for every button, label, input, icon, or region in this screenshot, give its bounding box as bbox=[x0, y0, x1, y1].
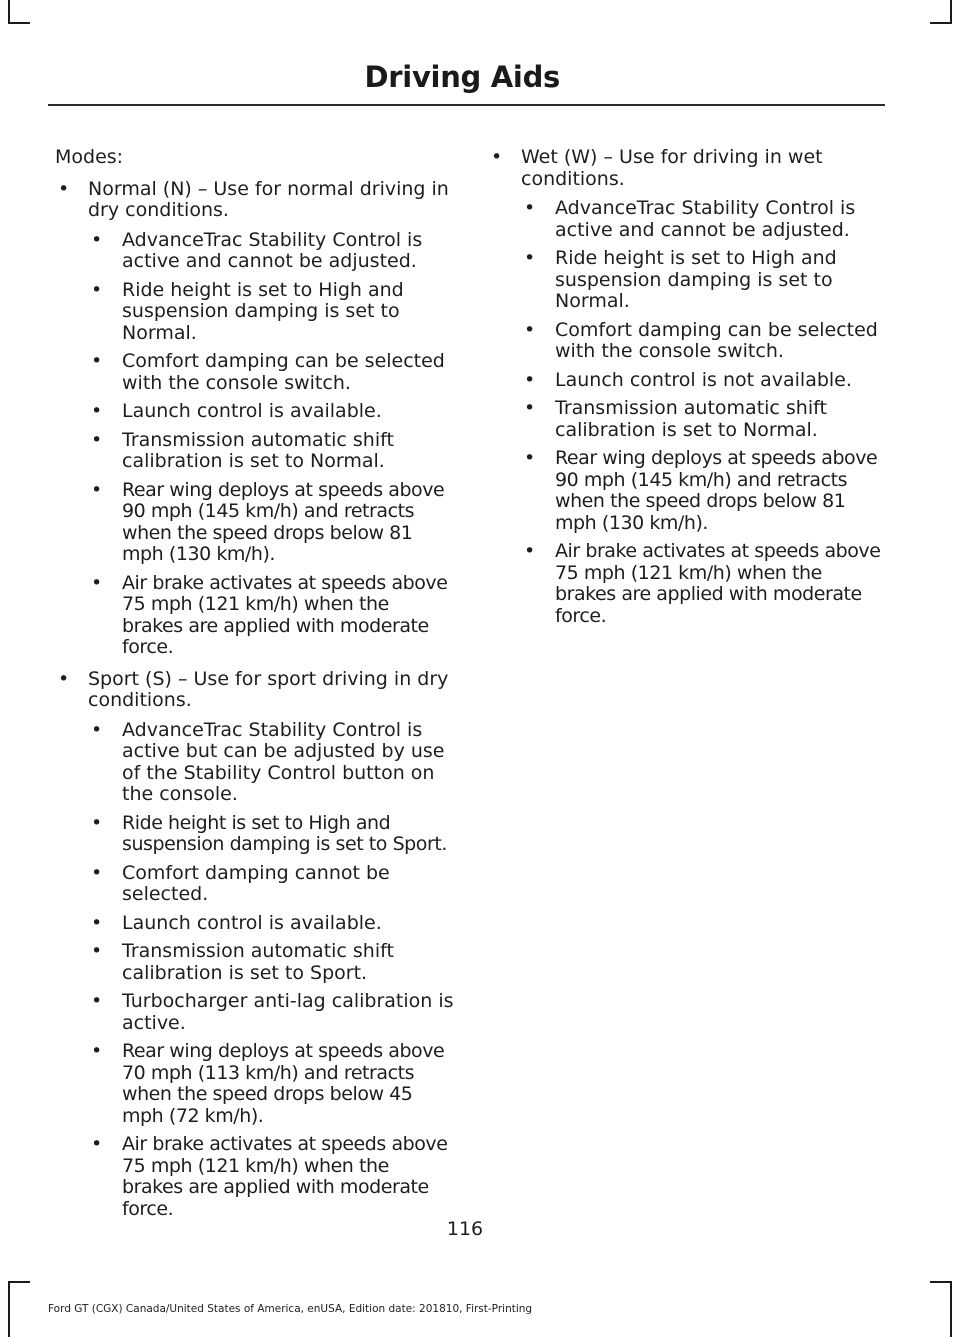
list-item bbox=[55, 480, 455, 566]
list-item bbox=[55, 401, 455, 423]
list-item-text: Rear wing deploys at speeds above 70 mph (113 km/h) and retracts when the speed drops below 45 mph (72 km/h). bbox=[122, 1040, 445, 1127]
bullet-icon: • bbox=[91, 478, 102, 501]
left-column bbox=[55, 147, 455, 1230]
list-item bbox=[488, 248, 884, 313]
bullet-icon: • bbox=[491, 146, 503, 168]
list-item bbox=[55, 280, 455, 345]
bullet-icon: • bbox=[91, 228, 103, 251]
list-item-text: Comfort damping can be selected with the console switch. bbox=[122, 350, 445, 394]
bullet-icon: • bbox=[91, 1040, 102, 1062]
crop-mark bbox=[8, 1281, 30, 1283]
list-item-text: Turbocharger anti-lag calibration is active. bbox=[122, 990, 454, 1034]
list-item-text: Air brake activates at speeds above 75 mph (121 km/h) when the brakes are applied with moderate force. bbox=[122, 1133, 448, 1220]
bullet-icon: • bbox=[91, 400, 103, 422]
mode-item-wet bbox=[488, 147, 884, 627]
bullet-icon: • bbox=[524, 247, 536, 269]
bullet-icon: • bbox=[91, 350, 103, 372]
list-item-text: Ride height is set to High and suspension damping is set to Normal. bbox=[555, 247, 837, 312]
list-item bbox=[488, 198, 884, 241]
mode-description: Wet (W) – Use for driving in wet conditions. bbox=[521, 146, 823, 190]
list-item-text: Air brake activates at speeds above 75 mph (121 km/h) when the brakes are applied with moderate force. bbox=[122, 571, 448, 658]
bullet-icon: • bbox=[91, 911, 103, 934]
bullet-icon: • bbox=[524, 447, 535, 469]
list-item-text: AdvanceTrac Stability Control is active and cannot be adjusted. bbox=[122, 228, 423, 272]
list-item-text: AdvanceTrac Stability Control is active and cannot be adjusted. bbox=[555, 197, 856, 241]
bullet-icon: • bbox=[524, 318, 536, 341]
list-item-text: Air brake activates at speeds above 75 mph (121 km/h) when the brakes are applied with moderate force. bbox=[555, 540, 881, 627]
bullet-icon: • bbox=[91, 718, 103, 741]
list-item bbox=[55, 230, 455, 273]
list-item-text: Launch control is available. bbox=[122, 400, 382, 422]
list-item bbox=[55, 720, 455, 806]
bullet-icon: • bbox=[91, 940, 103, 962]
page-number: 116 bbox=[446, 1218, 484, 1240]
list-item bbox=[488, 448, 884, 534]
list-item-text: Rear wing deploys at speeds above 90 mph (145 km/h) and retracts when the speed drops below 81 mph (130 km/h). bbox=[555, 447, 878, 534]
list-item-text: Transmission automatic shift calibration is set to Sport. bbox=[122, 940, 394, 984]
list-item-text: Comfort damping cannot be selected. bbox=[122, 861, 390, 905]
mode-details-list bbox=[88, 230, 455, 659]
bullet-icon: • bbox=[91, 571, 102, 594]
list-item bbox=[55, 941, 455, 984]
list-item bbox=[55, 863, 455, 906]
list-item bbox=[55, 1134, 455, 1220]
bullet-icon: • bbox=[524, 197, 536, 219]
mode-description: Normal (N) – Use for normal driving in dry conditions. bbox=[88, 177, 449, 221]
right-column bbox=[488, 147, 884, 637]
bullet-icon: • bbox=[91, 1133, 102, 1155]
list-item bbox=[55, 430, 455, 473]
mode-details-list bbox=[88, 720, 455, 1221]
bullet-icon: • bbox=[91, 428, 103, 451]
list-item bbox=[55, 1041, 455, 1127]
page-title: Driving Aids bbox=[364, 60, 560, 94]
modes-intro: Modes: bbox=[55, 146, 124, 168]
list-item-text: Ride height is set to High and suspension damping is set to Normal. bbox=[122, 278, 404, 344]
list-item bbox=[55, 573, 455, 659]
mode-item-normal bbox=[55, 179, 455, 659]
mode-details-list bbox=[521, 198, 884, 627]
bullet-icon: • bbox=[58, 667, 70, 690]
bullet-icon: • bbox=[524, 397, 536, 419]
crop-mark bbox=[930, 22, 952, 24]
crop-mark bbox=[950, 0, 952, 24]
list-item bbox=[55, 991, 455, 1034]
crop-mark bbox=[8, 1281, 10, 1337]
list-item bbox=[55, 813, 455, 856]
bullet-icon: • bbox=[91, 811, 102, 834]
list-item-text: Launch control is not available. bbox=[555, 368, 852, 391]
list-item bbox=[488, 398, 884, 441]
list-item bbox=[488, 541, 884, 627]
bullet-icon: • bbox=[524, 540, 535, 562]
bullet-icon: • bbox=[91, 278, 103, 301]
list-item-text: Rear wing deploys at speeds above 90 mph (145 km/h) and retracts when the speed drops below 81 mph (130 km/h). bbox=[122, 478, 445, 565]
crop-mark bbox=[930, 1281, 952, 1283]
mode-item-sport bbox=[55, 669, 455, 1221]
list-item-text: Ride height is set to High and suspension damping is set to Sport. bbox=[122, 811, 447, 855]
bullet-icon: • bbox=[91, 990, 103, 1012]
list-item-text: Transmission automatic shift calibration is set to Normal. bbox=[555, 397, 827, 441]
list-item bbox=[488, 320, 884, 363]
list-item-text: Launch control is available. bbox=[122, 911, 382, 934]
list-item-text: AdvanceTrac Stability Control is active but can be adjusted by use of the Stability Control button on the console. bbox=[122, 718, 445, 805]
bullet-icon: • bbox=[524, 368, 536, 391]
list-item bbox=[55, 913, 455, 935]
crop-mark bbox=[950, 1281, 952, 1337]
list-item bbox=[488, 370, 884, 392]
bullet-icon: • bbox=[91, 861, 103, 884]
list-item bbox=[55, 351, 455, 394]
list-item-text: Transmission automatic shift calibration is set to Normal. bbox=[122, 428, 394, 472]
list-item-text: Comfort damping can be selected with the console switch. bbox=[555, 318, 878, 362]
crop-mark bbox=[8, 22, 30, 24]
bullet-icon: • bbox=[58, 177, 70, 200]
mode-description: Sport (S) – Use for sport driving in dry conditions. bbox=[88, 667, 449, 711]
edition-footer: Ford GT (CGX) Canada/United States of America, enUSA, Edition date: 201810, First-Printing bbox=[48, 1303, 533, 1315]
crop-mark bbox=[8, 0, 10, 24]
header-divider bbox=[48, 104, 885, 106]
